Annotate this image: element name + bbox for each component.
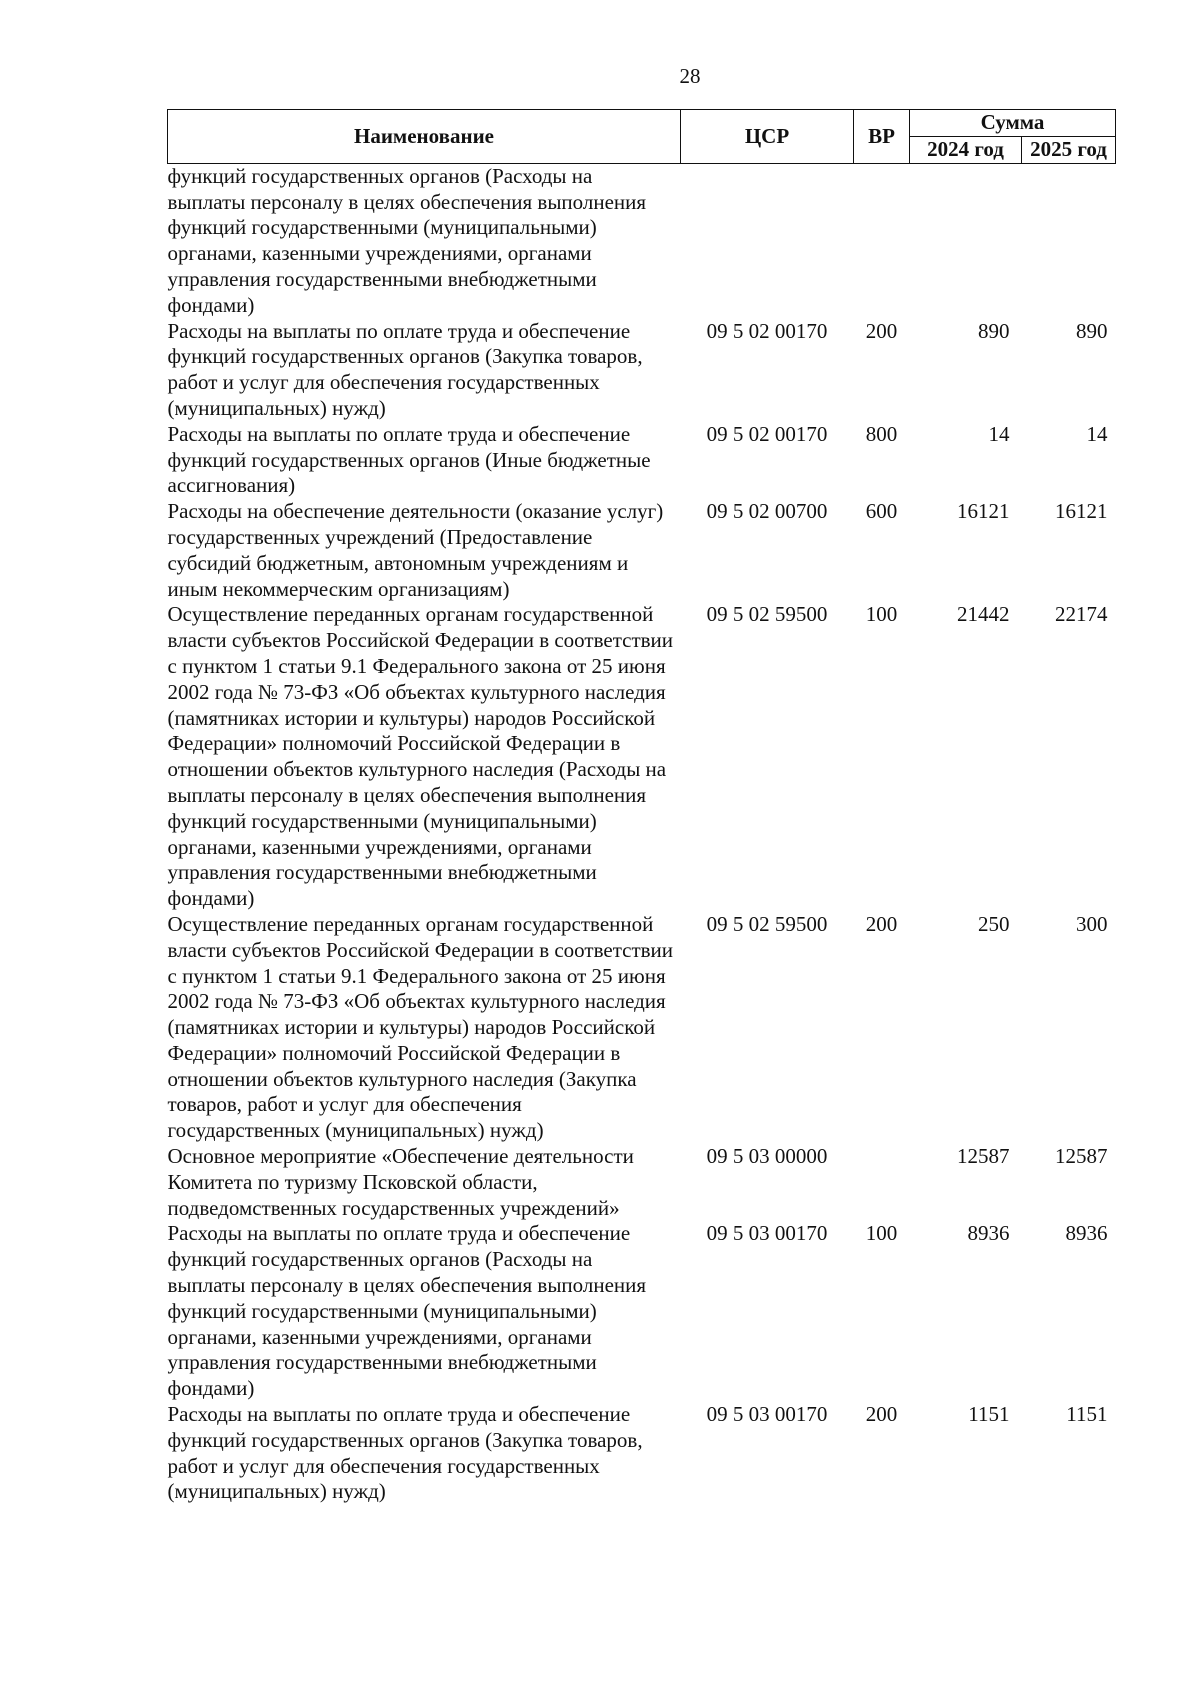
row-sum-2025: 1151: [1066, 1402, 1108, 1427]
row-vr: 200: [865, 911, 898, 936]
row-name: Осуществление переданных органам государственной власти субъектов Российской Федерации в соответствии с пунктом 1 статьи 9.1 Федерального закона от 25 июня 2002 года № 73-ФЗ «Об объектах культурного наследия (памятниках истории и культуры) народов Российской Федерации» полномочий Российской Федерации в отношении объектов культурного наследия (Расходы на выплаты персоналу в целях обеспечения выполнения функций государственными (муниципальными) органами, казенными учреждениями, органами управления государственными внебюджетными фондами): [167, 602, 674, 911]
row-sum-2024: 8936: [967, 1221, 1010, 1246]
row-sum-2024: 12587: [957, 1144, 1010, 1169]
row-sum-2024: 21442: [957, 602, 1010, 627]
table-header: [168, 110, 1116, 164]
row-csr: 09 5 02 59500: [706, 911, 828, 936]
row-sum-2025: 22174: [1055, 602, 1108, 627]
row-sum-2025: 16121: [1055, 499, 1108, 524]
row-vr: [854, 1144, 910, 1221]
row-name: Расходы на выплаты по оплате труда и обеспечение функций государственных органов (Иные бюджетные ассигнования): [167, 421, 651, 498]
row-sum-2024: 890: [978, 318, 1010, 343]
row-csr: 09 5 02 00170: [706, 318, 828, 343]
header-vr: ВР: [854, 110, 910, 164]
row-csr: 09 5 02 59500: [706, 602, 828, 627]
row-name: Основное мероприятие «Обеспечение деятельности Комитета по туризму Псковской области, подведомственных государственных учреждений»: [167, 1144, 634, 1220]
table-row: [168, 422, 1116, 499]
row-sum-2024: 16121: [957, 499, 1010, 524]
row-name: Расходы на выплаты по оплате труда и обеспечение функций государственных органов (Закупка товаров, работ и услуг для обеспечения государственных (муниципальных) нужд): [167, 1402, 643, 1504]
table-row: [168, 499, 1116, 602]
row-csr: 09 5 03 00000: [706, 1144, 828, 1169]
row-sum-2024: 14: [988, 421, 1010, 446]
table-row: [168, 1144, 1116, 1221]
row-csr: [681, 163, 854, 318]
table-row: [168, 163, 1116, 318]
row-csr: 09 5 02 00700: [706, 499, 828, 524]
table-row: [168, 912, 1116, 1144]
header-name: Наименование: [168, 110, 681, 164]
row-sum-2025: 14: [1086, 421, 1108, 446]
table-body: [168, 163, 1116, 1505]
row-csr: 09 5 03 00170: [706, 1221, 828, 1246]
header-year-2025: 2025 год: [1022, 137, 1116, 164]
row-vr: 200: [865, 1402, 898, 1427]
table-row: [168, 1402, 1116, 1505]
row-sum-2025: 8936: [1065, 1221, 1108, 1246]
header-csr: ЦСР: [681, 110, 854, 164]
row-name: функций государственных органов (Расходы на выплаты персоналу в целях обеспечения выполнения функций государственными (муниципальными) органами, казенными учреждениями, органами управления государственными внебюджетными фондами): [167, 163, 647, 317]
page-number: 28: [679, 64, 701, 88]
row-csr: 09 5 03 00170: [706, 1402, 828, 1427]
row-name: Расходы на выплаты по оплате труда и обеспечение функций государственных органов (Закупка товаров, работ и услуг для обеспечения государственных (муниципальных) нужд): [167, 318, 643, 420]
row-csr: 09 5 02 00170: [706, 421, 828, 446]
row-vr: [854, 163, 910, 318]
table-row: [168, 1221, 1116, 1402]
budget-table: [167, 109, 1116, 1505]
row-vr: 200: [865, 318, 898, 343]
row-sum-2024: [910, 163, 1022, 318]
row-vr: 800: [865, 421, 898, 446]
row-sum-2025: 300: [1076, 911, 1108, 936]
row-name: Расходы на выплаты по оплате труда и обеспечение функций государственных органов (Расходы на выплаты персоналу в целях обеспечения выполнения функций государственными (муниципальными) органами, казенными учреждениями, органами управления государственными внебюджетными фондами): [167, 1221, 647, 1401]
row-vr: 600: [865, 499, 898, 524]
table-row: [168, 319, 1116, 422]
row-sum-2025: 12587: [1055, 1144, 1108, 1169]
row-sum-2024: 250: [978, 911, 1010, 936]
row-name: Расходы на обеспечение деятельности (оказание услуг) государственных учреждений (Предоставление субсидий бюджетным, автономным учреждениям и иным некоммерческим организациям): [167, 499, 664, 601]
row-sum-2025: [1022, 163, 1116, 318]
row-vr: 100: [865, 602, 898, 627]
row-sum-2024: 1151: [968, 1402, 1010, 1427]
table-row: [168, 602, 1116, 912]
row-name: Осуществление переданных органам государственной власти субъектов Российской Федерации в соответствии с пунктом 1 статьи 9.1 Федерального закона от 25 июня 2002 года № 73-ФЗ «Об объектах культурного наследия (памятниках истории и культуры) народов Российской Федерации» полномочий Российской Федерации в отношении объектов культурного наследия (Закупка товаров, работ и услуг для обеспечения государственных (муниципальных) нужд): [167, 911, 674, 1143]
header-year-2024: 2024 год: [910, 137, 1022, 164]
header-sum: Сумма: [910, 110, 1116, 137]
row-vr: 100: [865, 1221, 898, 1246]
row-sum-2025: 890: [1076, 318, 1108, 343]
